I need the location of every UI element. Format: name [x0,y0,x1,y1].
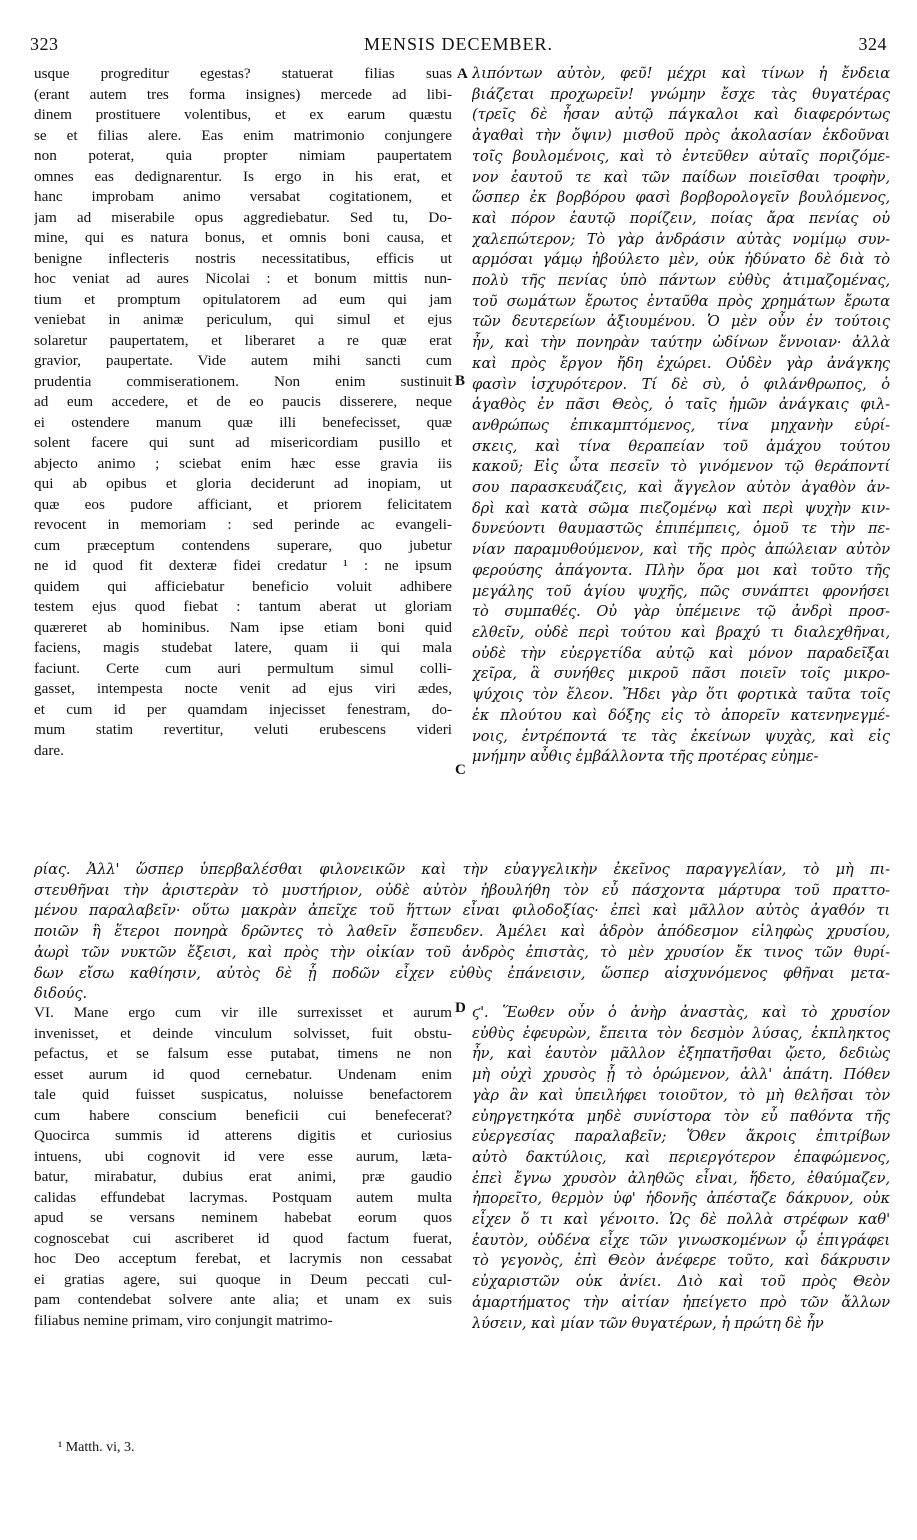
text-line: hoc veniat ad aures Nicolai : et bonum mittis nun- [34,270,452,287]
text-line: jam ad miserabile opus aggrediebatur. Sed tu, Do- [34,208,452,226]
text-line: μὴ οὐχὶ χρυσὸς ᾖ τὸ ὁρώμενον, ἀλλ' ἀπάτη. Πόθεν [472,1066,890,1084]
text-line: γὰρ ἂν καὶ ὑπειλήφει τοιοῦτον, τὸ μὴ θελῆσαι τὸν [472,1086,890,1104]
text-line: dare. [34,741,64,759]
text-line: ὥσπερ ἐκ βορβόρου φασὶ βορβορολογεῖν βουλόμενος, [472,189,890,207]
text-line: ϛ'. Ἕωθεν οὖν ὁ ἀνὴρ ἀναστὰς, καὶ τὸ χρυσίον [472,1004,890,1021]
text-line: τοῖς βουλομένοις, καὶ τὸ ἐντεῦθεν αὐταῖς ποριζόμε- [472,147,890,165]
text-line: filiabus nemine primam, viro conjungit matrimo- [34,1311,333,1329]
text-line: λύσειν, καὶ μίαν τῶν θυγατέρων, ἡ πρώτη δὲ ἦν [472,1314,824,1332]
text-line: gasset, intempesta nocte venit ad ejus viri ædes, [34,680,452,697]
text-line: batur, mirabatur, dubius erat animi, præ gaudio [34,1168,452,1185]
text-line: τὸ συμπαθές. Οὐ γὰρ ὑπέμεινε τῷ ἀνδρὶ προσ- [472,603,890,621]
text-line: faciunt. Certe cum auri permultum simul colli- [34,659,452,677]
text-line: ἦν, καὶ ἑαυτὸν μᾶλλον ἐξηπατῆσθαι ᾤετο, δεδιὼς [472,1045,890,1063]
text-line: solaretur paupertatem, et liberaret a re quæ erat [34,331,452,349]
text-line: Quocirca summis id atterens digitis et curiosius [34,1127,452,1144]
text-line: οὐδὲ τὴν εὐεργετίδα αὐτῷ καὶ μόνον παραδεῖξαι [472,644,890,662]
text-line: φασὶν ἰσχυρότερον. Τί δὲ σὺ, ὁ φιλάνθρωπος, ὁ [472,375,890,393]
latin-column-bottom [34,1003,452,1331]
text-line: μένου παραλαβεῖν· οὕτω μακρὰν ἀπεῖχε τοῦ ἥττων εἶναι φιλοδοξίας· ἐπεὶ καὶ μᾶλλον αὐτὸς ἀγαθόν τι [34,902,890,920]
text-line: δυνεύοντι θαυμαστῶς ἐπιπέμπεις, ὁμοῦ τε τὴν πε- [472,520,890,538]
text-line: hoc Deo acceptum ferebat, et lacrymis non cessabat [34,1250,452,1267]
text-line: ei ostendere manum quæ illi benefecisset, quæ [34,413,452,431]
section-marker-d: D [455,1000,466,1016]
text-line: veniebat in animæ periculum, qui simul et ejus [34,311,452,328]
text-line: (erant autem tres forma insignes) mercede ad libi- [34,85,452,103]
section-marker-c: C [455,762,466,778]
text-line: intuens, ubi cognovit id vere esse aurum, læta- [34,1147,452,1165]
text-line: solent facere qui sunt ad misericordiam pusillo et [34,434,452,451]
text-line: pefactus, et se falsum esse putabat, timens ne non [34,1045,452,1062]
text-line: μνήμην αὖθις ἐμβάλλοντα τῆς προτέρας εὐημε- [472,748,819,766]
page-number-left: 323 [30,34,59,54]
text-line: benigne inflecteris nostris necessitatibus, efficis ut [34,249,452,267]
text-line: φερούσης ἀπάγοντα. Πλὴν ὅρα μοι καὶ τοῦτο τῆς [472,561,890,579]
page-number-right: 324 [858,34,887,54]
text-line: ἀγαθὸς ἐν πᾶσι Θεὸς, ὁ ταῖς ἡμῶν ἀνάγκαις φιλ- [472,396,890,414]
text-line: mine, qui es natura bonus, et omnis boni causa, et [34,229,452,246]
text-line: ἀωρὶ τῶν νυκτῶν ἔξεισι, καὶ πρὸς τὴν οἰκίαν τοῦ ἀνδρὸς ἐπιστὰς, τὸ μὲν χρυσίον ἔκ τινος τῶν θυρί- [34,943,890,961]
text-line: omnes eas dedignarentur. Is ergo in his erat, et [34,167,452,185]
text-line: quidem qui afficiebatur beneficio voluit adhibere [34,577,452,595]
text-line: λιπόντων αὐτὸν, φεῦ! μέχρι καὶ τίνων ἡ ἔνδεια [472,65,890,82]
text-line: faciens, magis studebat latere, quam ii qui mala [34,639,452,656]
text-line: εἶχεν ὅ τι καὶ γένοιτο. Ὡς δὲ πολλὰ στρέφων καθ' [472,1211,890,1229]
text-line: ψύχοις τὸν ἔλεον. Ἤδει γὰρ ὅτι φορτικὰ ταῦτα τοῖς [472,686,890,704]
section-marker-a: A [457,66,468,82]
greek-column-bottom [472,1003,890,1334]
text-line: cum præceptum contendens superare, quo jubetur [34,536,452,554]
text-line: apud se versans neminem habebat eorum quos [34,1209,452,1226]
text-line: mum statim revertitur, veluti erubescens videri [34,721,452,738]
text-line: dinem prostituere volentibus, et ex earum quæstu [34,106,452,123]
text-line: tium et promptum opitulatorem ad eum qui jam [34,290,452,308]
text-line: hanc improbam animo versabat cogitationem, et [34,188,452,205]
text-line: VI. Mane ergo cum vir ille surrexisset et aurum [34,1004,452,1021]
text-line: prudentia commiserationem. Non enim sustinuit [34,372,452,390]
greek-full-width-block [34,860,890,1005]
text-line: στευθῆναι τὴν ἀριστερὰν τὸ μυστήριον, οὐδὲ αὐτὸν ἠβουλήθη τὸν εὖ πάσχοντα μάρτυρα τοῦ πραττο- [34,881,890,899]
text-line: ἑαυτὸν, οὐδένα εἶχε τῶν γινωσκομένων ᾧ ἐπιγράφει [472,1231,890,1249]
text-line: cum habere conscium beneficii cui benefecerat? [34,1106,452,1124]
text-line: abjecto animo ; sciebat enim hæc esse gravia iis [34,454,452,472]
text-line: εὐεργεσίας παραλαβεῖν; Ὅθεν ἄκροις ἐπιτρίβων [472,1128,890,1146]
text-line: ei gratias agere, sui quoque in Deum peccati cul- [34,1270,452,1288]
running-header [30,34,887,56]
text-line: (τρεῖς δὲ ἦσαν αὐτῷ πάγκαλοι καὶ διαφερόντως [472,106,890,124]
text-line: χαλεπώτερον; Τὸ γὰρ ἀνδράσιν αὐτὰς νομίμῳ συν- [472,230,890,248]
text-line: ἀγαθαὶ τὴν ὄψιν) μισθοῦ πρὸς ἀκολασίαν ἐκδοῦναι [472,127,890,145]
latin-column-top [34,64,452,761]
text-line: testem ejus quod fiebat : tantum aberat ut gloriam [34,598,452,615]
text-line: εὐθὺς ἐφευρὼν, ἔπειτα τὸν δεσμὸν λύσας, ἐκπληκτος [472,1024,890,1042]
text-line: et cum id per quamdam injecisset fenestram, do- [34,700,452,718]
text-line: καὶ πρὸς ἔργον ἤδη ἐχώρει. Οὐδὲν γὰρ ἀνάγκης [472,354,890,372]
text-line: εὐχαριστῶν οὐκ ἀνίει. Διὸ καὶ τοῦ πρὸς Θεὸν [472,1273,890,1291]
text-line: ἐκ πλούτου καὶ δόξης εἰς τὸ ἀπορεῖν κατενηνεγμέ- [472,706,890,724]
text-line: revocent in memoriam : sed perinde ac evangeli- [34,516,452,533]
text-line: ανθρώπως ἐπικαμπτόμενος, τίνα μηχανὴν εὑρί- [472,416,890,434]
text-line: ρίας. Ἀλλ' ὥσπερ ὑπερβαλέσθαι φιλονεικῶν καὶ τὴν εὐαγγελικὴν ἐκεῖνος παραγγελίαν, τὸ μὴ πι- [34,861,890,878]
text-line: μεγάλης τοῦ ἁγίου ψυχῆς, πῶς συνάπτει φρονήσει [472,582,890,600]
text-line: τοῦ σωμάτων ἔρωτος ἐνταῦθα πρὸς χρημάτων ἔρωτα [472,292,890,310]
text-line: non poterat, quia propter nimiam paupertatem [34,147,452,164]
text-line: κακοῦ; Εἰς ὦτα πεσεῖν τὸ γινόμενον τῷ θεράποντί [472,458,890,476]
text-line: νον ἑαυτοῦ τε καὶ τῶν παίδων ποιεῖσθαι τροφὴν, [472,168,890,186]
text-line: esset aurum id quod cernebatur. Undenam enim [34,1065,452,1083]
text-line: cognoscebat cui ascriberet id quod factum fuerat, [34,1229,452,1247]
text-line: νοις, ἐντρέποντά τε τὰς ἐκείνων ψυχὰς, καὶ εἰς [472,727,890,745]
text-line: σου παρασκευάζεις, καὶ ἄγγελον αὐτὸν ἀγαθὸν ἀν- [472,479,890,497]
text-line: quæreret ab hominibus. Nam ipse etiam boni quid [34,618,452,636]
text-line: invenisset, et deinde vinculum solvisset, fuit obstu- [34,1024,452,1042]
section-marker-b: B [455,373,466,389]
text-line: usque progreditur egestas? statuerat filias suas [34,65,452,82]
text-line: δων εἴσω καθίησιν, αὐτὸς δὲ ᾗ ποδῶν εἶχεν εὐθὺς ἐπάνεισιν, ὥσπερ αἰσχυνόμενος φθῆναι μετα- [34,964,890,982]
running-title: MENSIS DECEMBER. [363,34,554,54]
text-line: διδούς. [34,985,88,1003]
text-line: νίαν παραμυθούμενον, καὶ τῆς πρὸς ἀπώλειαν αὐτὸν [472,541,890,559]
text-line: gravior, paupertate. Vide autem mihi sancti cum [34,352,452,369]
footnote: ¹ Matth. vi, 3. [58,1440,135,1455]
text-line: χεῖρα, ἃ συνήθες μικροῦ πᾶσι ποιεῖν τοῖς μικρο- [472,665,890,683]
text-line: quæ eos pudore afficiant, et priorem felicitatem [34,495,452,513]
text-line: αὐτὸ δακτύλοις, καὶ περιεργότερον ἐπαφώμενος, [472,1148,890,1166]
text-line: tale quid fuisset suspicatus, noluisse benefactorem [34,1086,452,1103]
text-line: pam contendebat solvere ante alia; et unam ex suis [34,1291,452,1308]
text-line: τὸ γεγονὸς, ἐπὶ Θεὸν ἀνέφερε τοῦτο, καὶ δάκρυσιν [472,1252,890,1270]
text-line: πολὺ τῆς πενίας ὑπὸ πάντων εὐθὺς ἀτιμαζομένας, [472,272,890,290]
text-line: ελθεῖν, οὐδὲ περὶ τούτου καὶ βραχύ τι διαλεχθῆναι, [472,623,890,641]
text-line: ἐπεὶ ἔγνω χρυσὸν ἀληθῶς εἶναι, ἥδετο, ἐθαύμαζεν, [472,1169,890,1187]
text-line: τῶν δευτερείων ἀξιουμένου. Ὁ μὲν οὖν ἐν τούτοις [472,313,890,331]
text-line: se et filias alere. Eas enim matrimonio conjungere [34,126,452,144]
text-line: καὶ πόρον ἑαυτῷ πορίζειν, ποίας ἄρα πενίας οὐ [472,209,890,227]
text-line: αρμόσαι γάμῳ ἠβούλετο μὲν, οὐκ ἠδύνατο δὲ διὰ τὸ [472,251,890,269]
text-line: ad eum accedere, et de eo paucis disserere, neque [34,393,452,410]
text-line: δρὶ καὶ κατὰ σῶμα πιεζομένῳ καὶ περὶ ψυχὴν κιν- [472,499,890,517]
greek-column-top [472,64,890,768]
text-line: ne id quod fit dexteræ fidei credatur ¹ : ne ipsum [34,557,452,574]
text-line: ἦν, καὶ τὴν πονηρὰν ταύτην ὠδίνων ἔννοιαν· ἀλλὰ [472,334,890,352]
text-line: calidas effundebat lacrymas. Postquam autem multa [34,1188,452,1206]
text-line: σκεις, καὶ τίνα θεραπείαν τοῦ ἀμάχου τούτου [472,437,890,455]
text-line: qui ab opibus et gloria deciderunt ad inopiam, ut [34,475,452,492]
text-line: ἁμαρτήματος τὴν αἰτίαν ἠπείγετο πρὸ τῶν ἄλλων [472,1293,890,1311]
text-line: ἠπορεῖτο, θερμὸν ὑφ' ἡδονῆς ἀπέσταζε δάκρυον, οὐκ [472,1190,890,1208]
text-line: ποιῶν ἢ ἕτεροι πονηρὰ δρῶντες τὸ λαθεῖν ἔσπευδεν. Ἀμέλει καὶ ἁδρὸν ἀπόδεσμον εἰληφὼς χρυσίου, [34,923,890,941]
text-line: εὐηργετηκότα μηδὲ συνίστορα τὸν εὖ παθόντα τῆς [472,1107,890,1125]
text-line: βιάζεται προχωρεῖν! γνώμην ἔσχε τὰς θυγατέρας [472,85,890,103]
